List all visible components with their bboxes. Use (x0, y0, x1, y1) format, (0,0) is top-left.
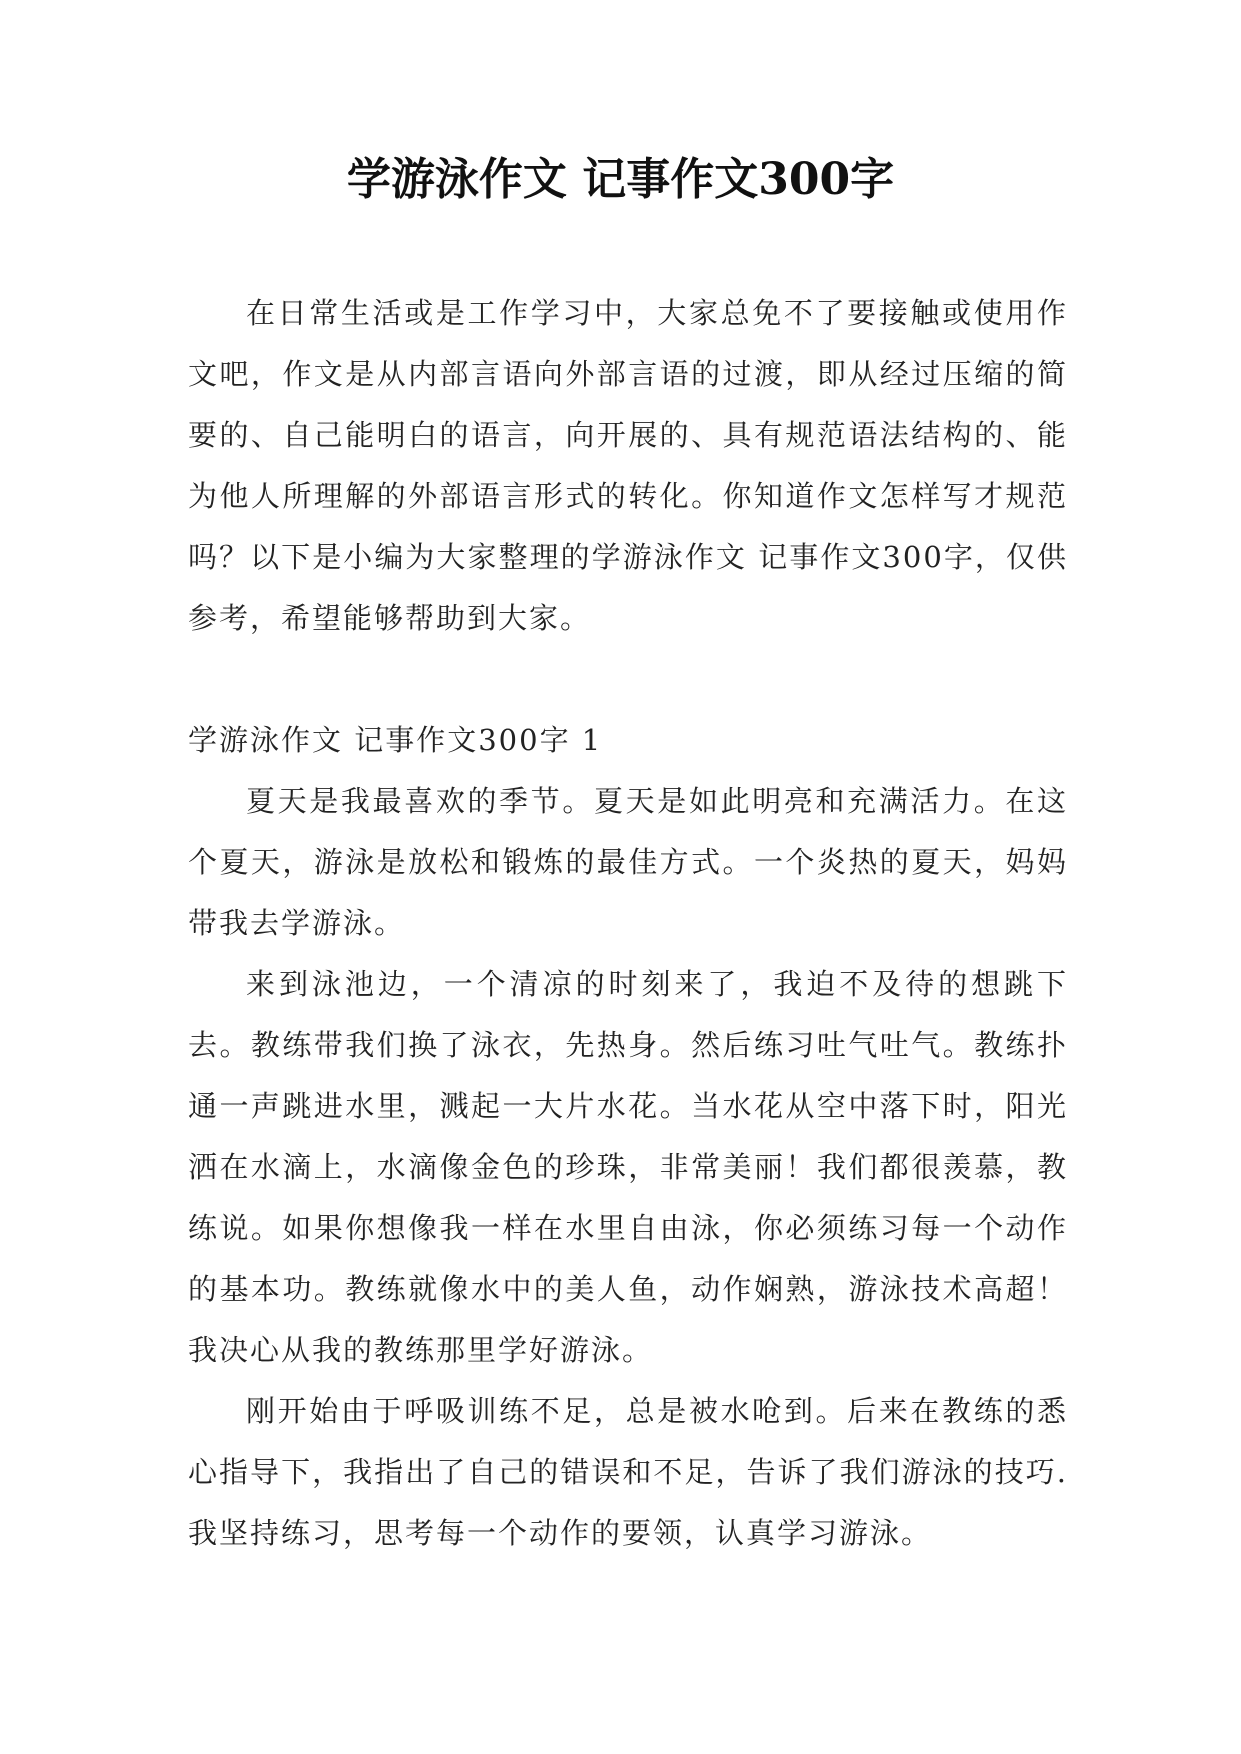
intro-paragraph: 在日常生活或是工作学习中，大家总免不了要接触或使用作文吧，作文是从内部言语向外部言语的过渡，即从经过压缩的简要的、自己能明白的语言，向开展的、具有规范语法结构的、能为他人所理解的外部语言形式的转化。你知道作文怎样写才规范吗？以下是小编为大家整理的学游泳作文 记事作文300字，仅供参考，希望能够帮助到大家。 (188, 296, 1068, 635)
body-paragraph-1: 夏天是我最喜欢的季节。夏天是如此明亮和充满活力。在这个夏天，游泳是放松和锻炼的最佳方式。一个炎热的夏天，妈妈带我去学游泳。 (188, 784, 1068, 940)
document-body (188, 283, 1068, 1564)
section-heading: 学游泳作文 记事作文300字 1 (188, 723, 603, 757)
document-title: 学游泳作文 记事作文300字 (346, 154, 895, 205)
body-paragraph-3: 刚开始由于呼吸训练不足，总是被水呛到。后来在教练的悉心指导下，我指出了自己的错误和不足，告诉了我们游泳的技巧.我坚持练习，思考每一个动作的要领，认真学习游泳。 (188, 1394, 1068, 1550)
body-paragraph-2: 来到泳池边，一个清凉的时刻来了，我迫不及待的想跳下去。教练带我们换了泳衣，先热身。然后练习吐气吐气。教练扑通一声跳进水里，溅起一大片水花。当水花从空中落下时，阳光洒在水滴上，水滴像金色的珍珠，非常美丽！我们都很羡慕，教练说。如果你想像我一样在水里自由泳，你必须练习每一个动作的基本功。教练就像水中的美人鱼，动作娴熟，游泳技术高超！我决心从我的教练那里学好游泳。 (188, 967, 1068, 1367)
